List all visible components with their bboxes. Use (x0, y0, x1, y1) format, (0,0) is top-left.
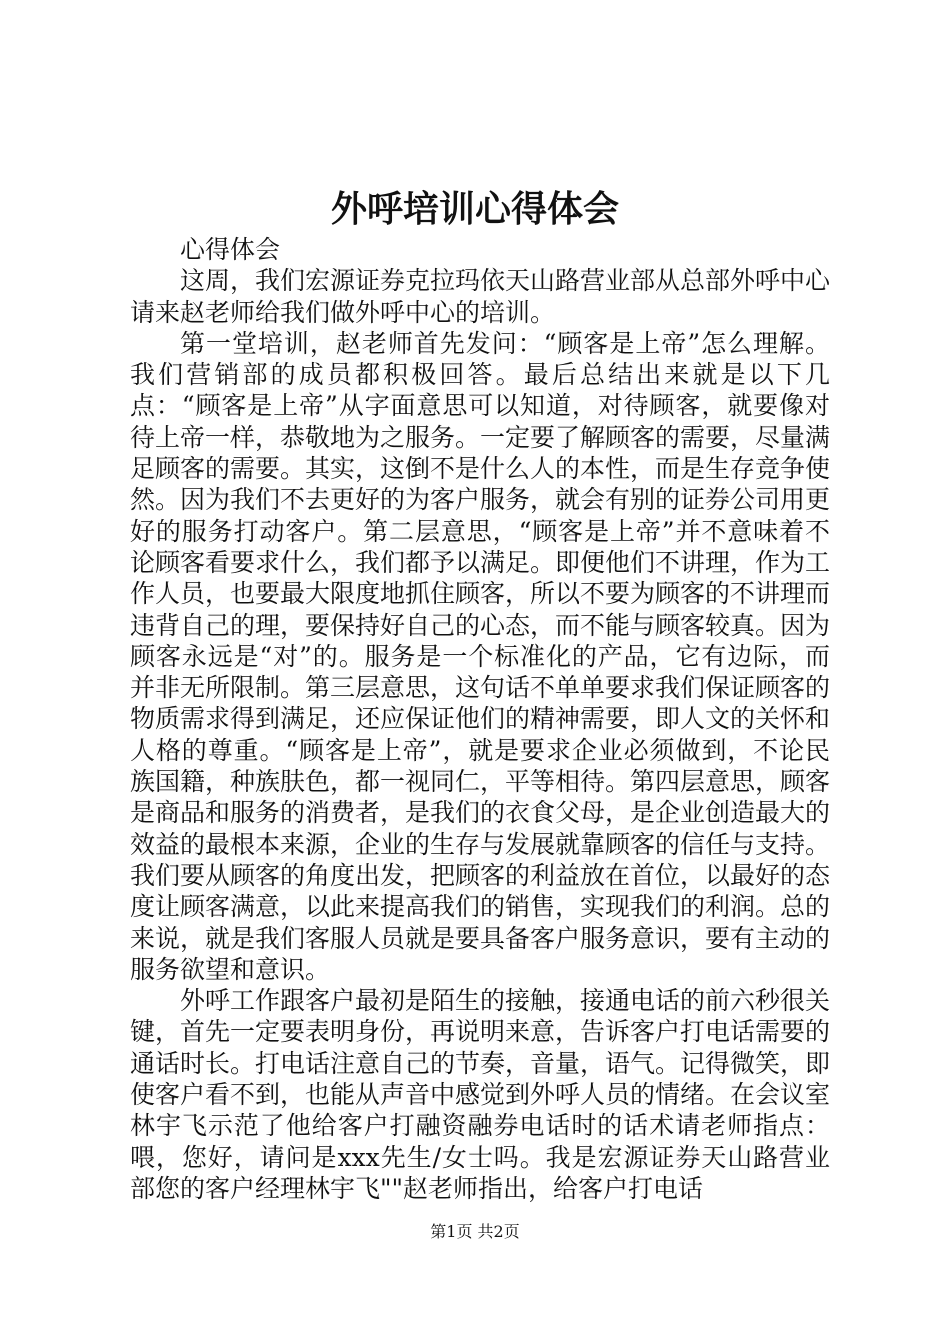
document-body (130, 234, 830, 1204)
page-number-footer: 第1页 共2页 (430, 1222, 520, 1241)
paragraph-heading: 心得体会 (180, 235, 281, 264)
paragraph-outbound-calls: 外呼工作跟客户最初是陌生的接触，接通电话的前六秒很关键，首先一定要表明身份，再说明来意，告诉客户打电话需要的通话时长。打电话注意自己的节奏，音量，语气。记得微笑，即使客户看不到，也能从声音中感觉到外呼人员的情绪。在会议室林宇飞示范了他给客户打融资融券电话时的话术请老师指点：喂，您好，请问是xxx先生/女士吗。我是宏源证券天山路营业部您的客户经理林宇飞""赵老师指出，给客户打电话 (130, 986, 831, 1203)
paragraph-first-lesson: 第一堂培训，赵老师首先发问：“顾客是上帝”怎么理解。我们营销部的成员都积极回答。最后总结出来就是以下几点：“顾客是上帝”从字面意思可以知道，对待顾客，就要像对待上帝一样，恭敬地为之服务。一定要了解顾客的需要，尽量满足顾客的需要。其实，这倒不是什么人的本性，而是生存竞争使然。因为我们不去更好的为客户服务，就会有别的证券公司用更好的服务打动客户。第二层意思，“顾客是上帝”并不意味着不论顾客看要求什么，我们都予以满足。即便他们不讲理，作为工作人员，也要最大限度地抓住顾客，所以不要为顾客的不讲理而违背自己的理，要保持好自己的心态，而不能与顾客较真。因为顾客永远是“对”的。服务是一个标准化的产品，它有边际，而并非无所限制。第三层意思，这句话不单单要求我们保证顾客的物质需求得到满足，还应保证他们的精神需要，即人文的关怀和人格的尊重。“顾客是上帝”，就是要求企业必须做到，不论民族国籍，种族肤色，都一视同仁，平等相待。第四层意思，顾客是商品和服务的消费者，是我们的衣食父母，是企业创造最大的效益的最根本来源，企业的生存与发展就靠顾客的信任与支持。我们要从顾客的角度出发，把顾客的利益放在首位，以最好的态度让顾客满意，以此来提高我们的销售，实现我们的利润。总的来说，就是我们客服人员就是要具备客户服务意识，要有主动的服务欲望和意识。 (130, 328, 831, 984)
document-title: 外呼培训心得体会 (330, 188, 619, 230)
paragraph-intro: 这周，我们宏源证券克拉玛依天山路营业部从总部外呼中心请来赵老师给我们做外呼中心的培训。 (130, 266, 831, 327)
